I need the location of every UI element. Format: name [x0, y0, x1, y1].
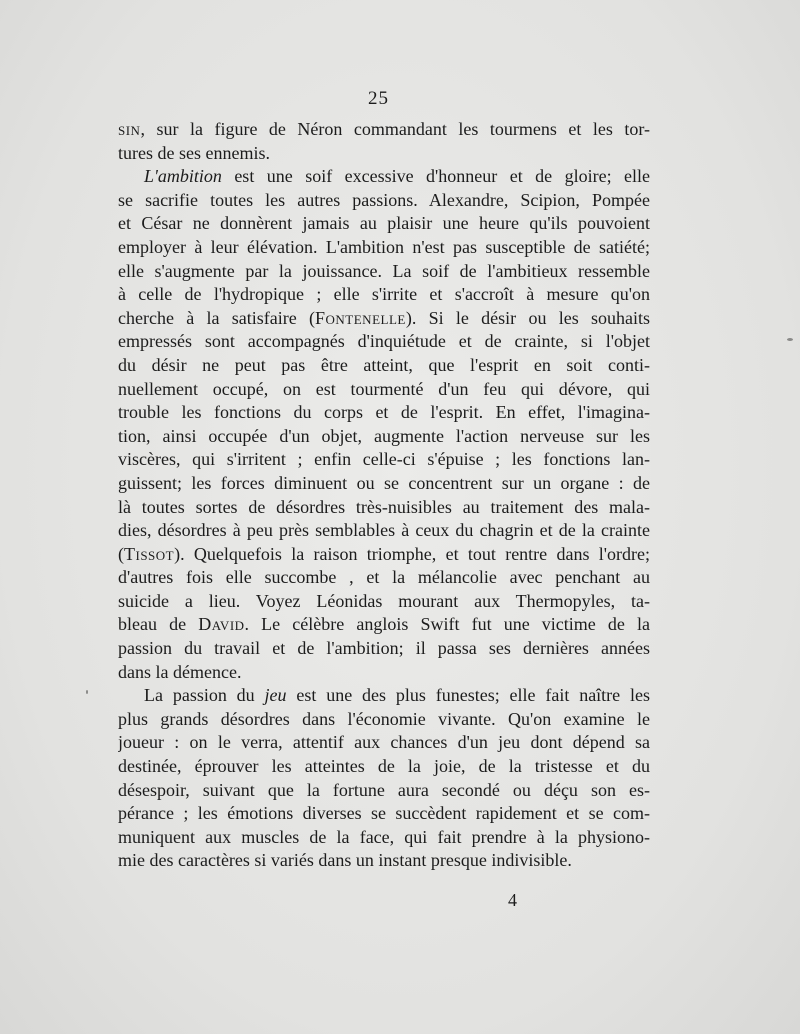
body-text — [118, 118, 650, 873]
text-run: dies, désordres à peu près semblables à ceux du chagrin et de la crainte — [118, 520, 650, 541]
paragraph-ambition-line — [118, 212, 650, 236]
text-run: mie des caractères si variés dans un instant presque indivisible. — [118, 850, 572, 871]
paragraph-ambition-line — [118, 354, 650, 378]
paragraph-ambition-line — [118, 307, 650, 331]
text-run: trouble les fonctions du corps et de l'esprit. En effet, l'imagina- — [118, 402, 650, 423]
paragraph-gambling-line — [118, 826, 650, 850]
text-run: jeu — [264, 685, 287, 706]
paragraph-ambition-line — [118, 543, 650, 567]
paragraph-ambition-line — [118, 613, 650, 637]
text-run: pérance ; les émotions diverses se succèdent rapidement et se com- — [118, 803, 650, 824]
text-run: est une des plus funestes; elle fait naître les — [286, 685, 650, 706]
paragraph-gambling-line — [118, 731, 650, 755]
paragraph-ambition-line — [118, 283, 650, 307]
text-run: bleau de — [118, 614, 199, 635]
paragraph-gambling-line — [118, 802, 650, 826]
text-run: est une soif excessive d'honneur et de gloire; elle — [221, 166, 650, 187]
text-run: dans la démence. — [118, 661, 242, 682]
paragraph-ambition-line — [118, 378, 650, 402]
text-run: plus grands désordres dans l'économie vivante. Qu'on examine le — [118, 708, 650, 729]
text-run: Fontenelle — [315, 307, 406, 328]
text-run: David — [198, 614, 245, 635]
signature-mark: 4 — [508, 890, 517, 910]
text-run: elle s'augmente par la jouissance. La soif de l'ambitieux ressemble — [118, 260, 650, 281]
paragraph-gambling-line — [118, 708, 650, 732]
text-run: empressés sont accompagnés d'inquiétude et de crainte, si l'objet — [118, 331, 650, 352]
text-run: et César ne donnèrent jamais au plaisir une heure qu'ils pouvoient — [118, 213, 650, 234]
text-run: sin — [118, 119, 141, 139]
scan-speck — [86, 690, 88, 694]
text-run: du désir ne peut pas être atteint, que l'esprit en soit conti- — [118, 354, 650, 375]
text-run: employer à leur élévation. L'ambition n'est pas susceptible de satiété; — [118, 236, 650, 257]
text-run: là toutes sortes de désordres très-nuisibles au traitement des mala- — [118, 496, 650, 517]
paragraph-ambition-line — [118, 496, 650, 520]
paragraph-ambition-line — [118, 448, 650, 472]
text-run: tures de ses ennemis. — [118, 142, 270, 163]
text-run: désespoir, suivant que la fortune aura secondé ou déçu son es- — [118, 779, 650, 800]
text-run: Tissot — [124, 543, 175, 564]
text-run: destinée, éprouver les atteintes de la joie, de la tristesse et du — [118, 756, 650, 777]
paragraph-gambling-line — [118, 684, 650, 708]
text-run: viscères, qui s'irritent ; enfin celle-ci s'épuise ; les fonctions lan- — [118, 449, 650, 470]
text-run: La passion du — [144, 685, 265, 706]
text-run: ). Quelquefois la raison triomphe, et tout rentre dans l'ordre; — [174, 543, 650, 564]
paragraph-ambition-line — [118, 189, 650, 213]
paragraph-envy-end-line — [118, 142, 650, 166]
paragraph-ambition-line — [118, 260, 650, 284]
text-run: à celle de l'hydropique ; elle s'irrite et s'accroît à mesure qu'on — [118, 284, 650, 305]
paragraph-ambition-line — [118, 401, 650, 425]
paragraph-ambition-line — [118, 472, 650, 496]
text-run: passion du travail et de l'ambition; il passa ses dernières années — [118, 638, 650, 659]
paragraph-ambition-line — [118, 236, 650, 260]
paragraph-ambition-line — [118, 330, 650, 354]
page-number: 25 — [368, 88, 389, 109]
text-run: suicide a lieu. Voyez Léonidas mourant aux Thermopyles, ta- — [118, 590, 650, 611]
text-run: ). Si le désir ou les souhaits — [405, 307, 650, 328]
paragraph-ambition-line — [118, 165, 650, 189]
paragraph-ambition-line — [118, 566, 650, 590]
scan-speck — [787, 338, 793, 341]
text-run: se sacrifie toutes les autres passions. Alexandre, Scipion, Pompée — [118, 189, 650, 210]
paragraph-ambition-line — [118, 661, 650, 685]
paragraph-ambition-line — [118, 519, 650, 543]
paragraph-ambition-line — [118, 637, 650, 661]
text-run: L'ambition — [144, 166, 222, 187]
paragraph-gambling-line — [118, 779, 650, 803]
text-run: ( — [118, 543, 124, 564]
text-run: muniquent aux muscles de la face, qui fait prendre à la physiono- — [118, 826, 650, 847]
paragraph-ambition-line — [118, 425, 650, 449]
text-run: joueur : on le verra, attentif aux chances d'un jeu dont dépend sa — [118, 732, 650, 753]
text-run: , sur la figure de Néron commandant les tourmens et les tor- — [140, 119, 650, 139]
text-run: nuellement occupé, on est tourmenté d'un feu qui dévore, qui — [118, 378, 650, 399]
paragraph-gambling-line — [118, 755, 650, 779]
text-run: . Le célèbre anglois Swift fut une victime de la — [244, 614, 650, 635]
paragraph-gambling-line — [118, 849, 650, 873]
text-run: guissent; les forces diminuent ou se concentrent sur un organe : de — [118, 472, 650, 493]
paragraph-envy-end-line — [118, 118, 650, 142]
text-run: tion, ainsi occupée d'un objet, augmente l'action nerveuse sur les — [118, 425, 650, 446]
text-run: cherche à la satisfaire ( — [118, 307, 316, 328]
text-run: d'autres fois elle succombe , et la mélancolie avec penchant au — [118, 567, 650, 588]
paragraph-ambition-line — [118, 590, 650, 614]
